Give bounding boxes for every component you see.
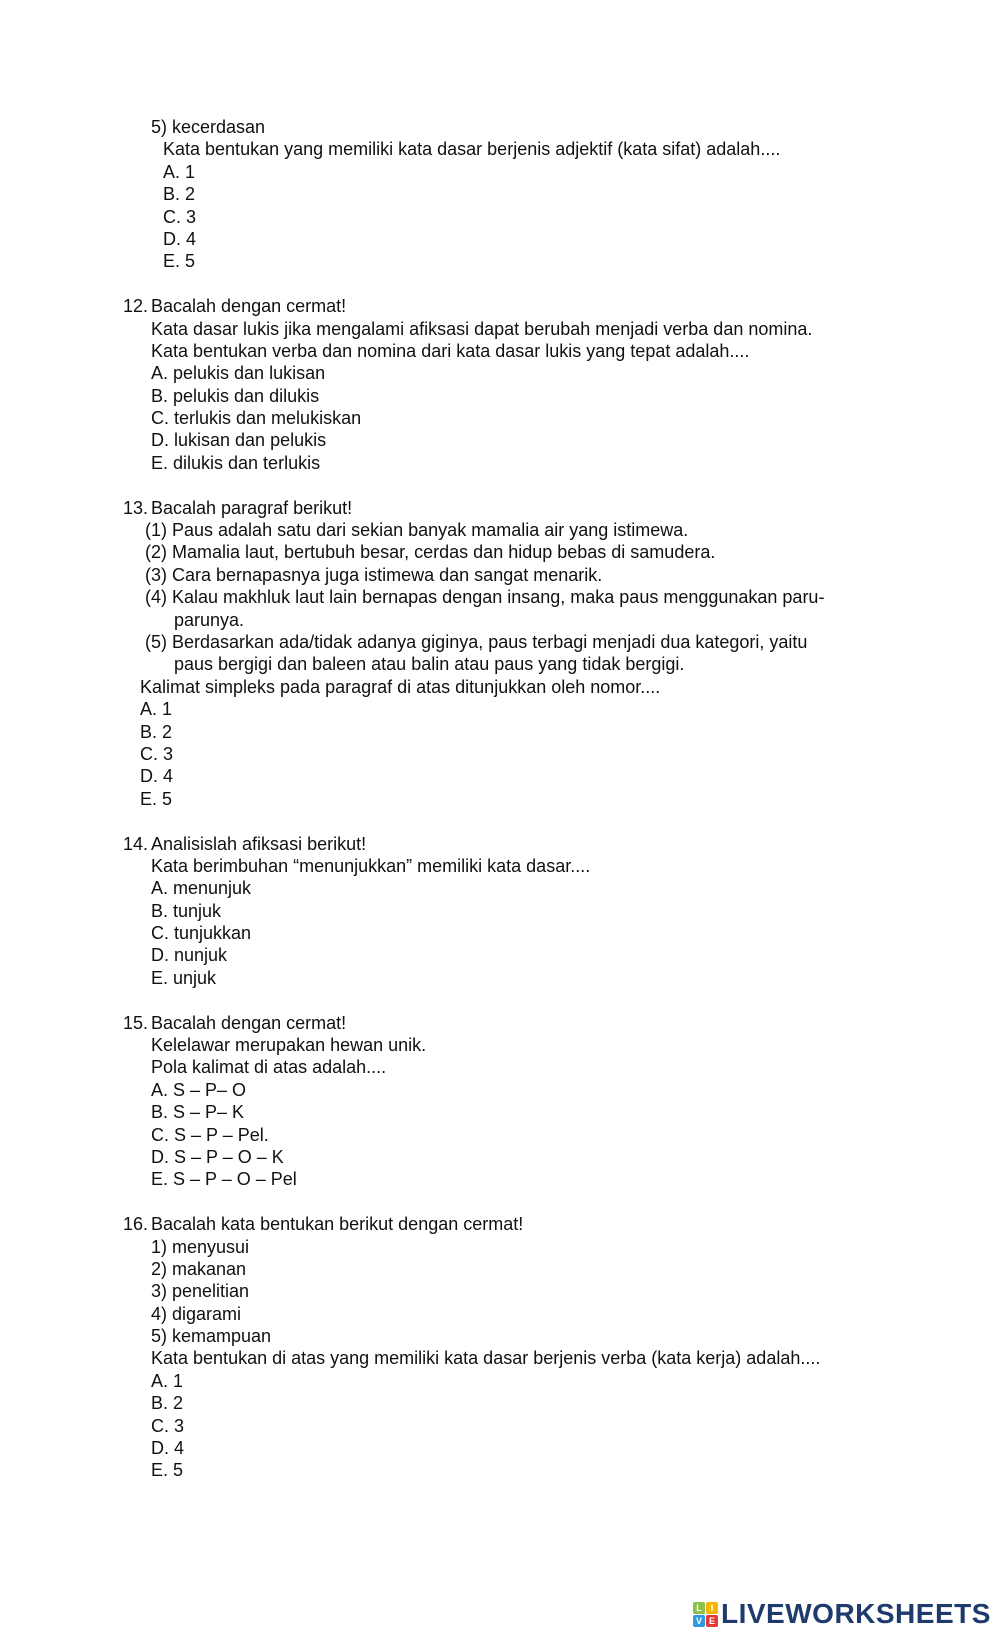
question-prompt: Kata berimbuhan “menunjukkan” memiliki kata dasar....	[151, 855, 591, 876]
option-c[interactable]: C. 3	[140, 743, 174, 764]
sentence-2: (2) Mamalia laut, bertubuh besar, cerdas dan hidup bebas di samudera.	[145, 542, 716, 563]
logo-letter: V	[693, 1615, 705, 1627]
question-12-title	[0, 295, 1000, 317]
option-d[interactable]: D. lukisan dan pelukis	[151, 430, 327, 451]
option-c[interactable]: C. terlukis dan melukiskan	[151, 408, 362, 429]
option-e[interactable]: E. dilukis dan terlukis	[151, 452, 321, 473]
option-c[interactable]: C. 3	[163, 206, 197, 227]
option-a[interactable]: A. 1	[151, 1370, 184, 1391]
sentence-1: (1) Paus adalah satu dari sekian banyak mamalia air yang istimewa.	[145, 520, 689, 541]
question-number: 16.	[123, 1214, 149, 1235]
option-d[interactable]: D. S – P – O – K	[151, 1146, 284, 1167]
list-item: 4) digarami	[151, 1303, 242, 1324]
option-b[interactable]: B. 2	[151, 1393, 184, 1414]
list-item: 2) makanan	[151, 1258, 247, 1279]
worksheet-page	[0, 116, 1000, 1482]
question-title: Analisislah afiksasi berikut!	[151, 833, 367, 854]
question-prompt: Kata bentukan verba dan nomina dari kata dasar lukis yang tepat adalah....	[151, 340, 750, 361]
question-title: Bacalah dengan cermat!	[151, 296, 347, 317]
logo-text: LIVEWORKSHEETS	[721, 1598, 991, 1629]
option-d[interactable]: D. 4	[163, 228, 197, 249]
question-13-title	[0, 497, 1000, 519]
logo-letter: I	[706, 1602, 718, 1614]
sentence-3: (3) Cara bernapasnya juga istimewa dan sangat menarik.	[145, 564, 603, 585]
option-c[interactable]: C. S – P – Pel.	[151, 1124, 269, 1145]
sentence-4: (4) Kalau makhluk laut lain bernapas dengan insang, maka paus menggunakan paru-	[145, 587, 825, 608]
live-blocks-icon	[693, 1602, 718, 1627]
question-prompt: Kalimat simpleks pada paragraf di atas ditunjukkan oleh nomor....	[140, 676, 661, 697]
option-e[interactable]: E. 5	[163, 251, 196, 272]
question-number: 15.	[123, 1012, 149, 1033]
list-item: 5) kecerdasan	[151, 117, 266, 137]
sentence-4-cont: parunya.	[174, 609, 245, 630]
list-item: 3) penelitian	[151, 1281, 250, 1302]
list-item: 1) menyusui	[151, 1236, 250, 1257]
option-e[interactable]: E. unjuk	[151, 967, 217, 988]
option-a[interactable]: A. 1	[140, 699, 173, 720]
option-a[interactable]: A. 1	[163, 161, 196, 182]
question-number: 12.	[123, 296, 149, 317]
option-d[interactable]: D. nunjuk	[151, 945, 228, 966]
question-number: 13.	[123, 497, 149, 518]
option-e[interactable]: E. 5	[140, 788, 173, 809]
option-b[interactable]: B. tunjuk	[151, 900, 222, 921]
option-a[interactable]: A. menunjuk	[151, 878, 252, 899]
question-text: Kata dasar lukis jika mengalami afiksasi dapat berubah menjadi verba dan nomina.	[151, 318, 813, 339]
question-title: Bacalah dengan cermat!	[151, 1012, 347, 1033]
question-16-title	[0, 1213, 1000, 1235]
option-b[interactable]: B. S – P– K	[151, 1102, 245, 1123]
option-e[interactable]: E. 5	[151, 1460, 184, 1481]
option-b[interactable]: B. 2	[140, 721, 173, 742]
question-15-title	[0, 1012, 1000, 1034]
liveworksheets-logo	[693, 1598, 991, 1630]
option-b[interactable]: B. pelukis dan dilukis	[151, 385, 320, 406]
question-title: Bacalah kata bentukan berikut dengan cermat!	[151, 1214, 524, 1235]
option-a[interactable]: A. S – P– O	[151, 1079, 247, 1100]
option-c[interactable]: C. tunjukkan	[151, 923, 252, 944]
question-prompt: Kata bentukan yang memiliki kata dasar berjenis adjektif (kata sifat) adalah....	[163, 139, 781, 160]
option-e[interactable]: E. S – P – O – Pel	[151, 1169, 297, 1190]
question-prompt: Pola kalimat di atas adalah....	[151, 1057, 387, 1078]
logo-letter: L	[693, 1602, 705, 1614]
option-d[interactable]: D. 4	[140, 766, 174, 787]
option-c[interactable]: C. 3	[151, 1415, 185, 1436]
option-a[interactable]: A. pelukis dan lukisan	[151, 363, 326, 384]
option-d[interactable]: D. 4	[151, 1438, 185, 1459]
sentence-5: (5) Berdasarkan ada/tidak adanya giginya, paus terbagi menjadi dua kategori, yaitu	[145, 631, 808, 652]
question-text: Kelelawar merupakan hewan unik.	[151, 1035, 427, 1056]
list-item: 5) kemampuan	[151, 1326, 272, 1347]
question-prompt: Kata bentukan di atas yang memiliki kata dasar berjenis verba (kata kerja) adalah....	[151, 1348, 821, 1369]
option-b[interactable]: B. 2	[163, 184, 196, 205]
question-14-title	[0, 833, 1000, 855]
logo-letter: E	[706, 1615, 718, 1627]
question-number: 14.	[123, 833, 149, 854]
question-title: Bacalah paragraf berikut!	[151, 497, 353, 518]
sentence-5-cont: paus bergigi dan baleen atau balin atau paus yang tidak bergigi.	[174, 654, 685, 675]
